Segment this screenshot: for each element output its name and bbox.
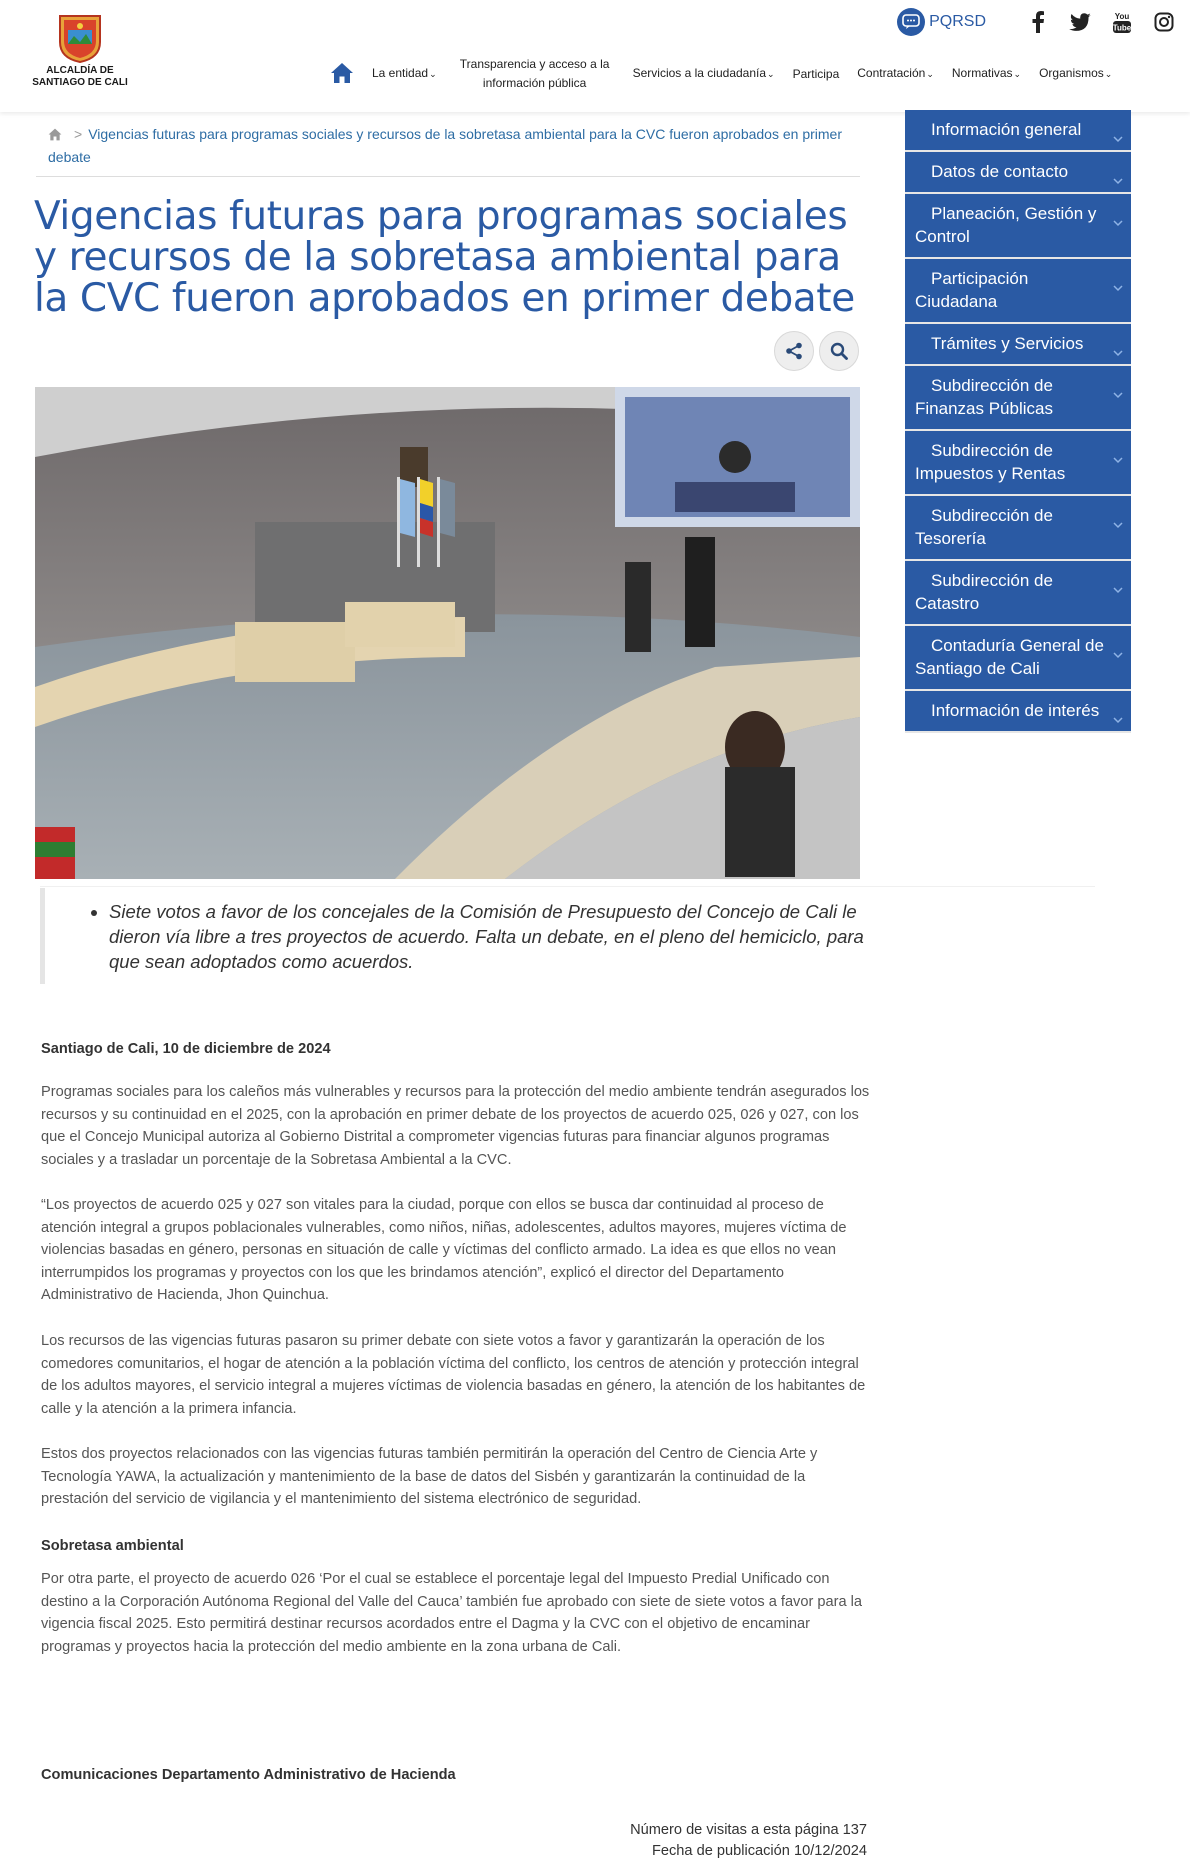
- chevron-down-icon: [1113, 707, 1123, 730]
- sidebar-item-label: Subdirección de Finanzas Públicas: [915, 376, 1053, 418]
- alcaldia-logo[interactable]: [28, 12, 132, 88]
- breadcrumb: [48, 124, 860, 168]
- page-stats: [630, 1820, 867, 1862]
- sidebar-item-label: Subdirección de Catastro: [915, 571, 1053, 613]
- instagram-icon[interactable]: [1152, 10, 1176, 34]
- chevron-down-icon: ⌄: [767, 69, 775, 79]
- chevron-down-icon: [1113, 126, 1123, 149]
- sidebar-item-label: Participación Ciudadana: [915, 269, 1029, 311]
- sidebar-item-finanzas[interactable]: [905, 366, 1131, 431]
- sidebar-item-tramites[interactable]: [905, 324, 1131, 366]
- pqrsd-chat-icon: [897, 8, 925, 36]
- youtube-icon[interactable]: [1110, 10, 1134, 34]
- sidebar-item-label: Subdirección de Tesorería: [915, 506, 1053, 548]
- svg-text:Tube: Tube: [1112, 23, 1132, 33]
- article-subheading: Sobretasa ambiental: [41, 1538, 184, 1554]
- article-paragraph: “Los proyectos de acuerdo 025 y 027 son vitales para la ciudad, porque con ellos se busca dar continuidad al proceso de atención integral a grupos poblacionales vulnerables, como niños, niñas, adolescentes, adultos mayores, mujeres víctima de violencias basadas en género, personas en situación de calle y víctimas del conflicto armado. La idea es que ellos no vean interrumpidos los programas y proyectos con los que les brindamos atención”, explicó el director del Departamento Administrativo de Hacienda, Jhon Quinchua.: [41, 1197, 847, 1304]
- visit-counter: Número de visitas a esta página 137: [630, 1822, 867, 1838]
- chevron-down-icon: ⌄: [429, 69, 437, 79]
- sidebar-item-label: Planeación, Gestión y Control: [915, 204, 1097, 246]
- article-paragraph: Estos dos proyectos relacionados con las vigencias futuras también permitirán la operación del Centro de Ciencia Arte y Tecnología YAWA, la actualización y mantenimiento de la base de datos del Sisbén y garantizarán la continuidad de la prestación del servicio de vigilancia y el mantenimiento del sistema electrónico de seguridad.: [41, 1446, 818, 1508]
- logo-text-line2: SANTIAGO DE CALI: [32, 77, 128, 88]
- article-signature: Comunicaciones Departamento Administrativo de Hacienda: [41, 1767, 456, 1783]
- nav-label: Servicios a la ciudadanía: [632, 66, 767, 80]
- page-title: Vigencias futuras para programas sociales y recursos de la sobretasa ambiental para la CVC fueron aprobados en primer debate: [34, 194, 855, 321]
- svg-text:You: You: [1114, 12, 1130, 21]
- pqrsd-link[interactable]: [897, 8, 986, 36]
- chevron-down-icon: ⌄: [1104, 69, 1113, 79]
- sidebar-menu: [905, 110, 1131, 733]
- breadcrumb-separator: >: [74, 126, 83, 142]
- sidebar-item-participacion[interactable]: [905, 259, 1131, 324]
- chevron-down-icon: [1113, 275, 1123, 298]
- sidebar-item-label: Trámites y Servicios: [931, 334, 1084, 353]
- sidebar-item-label: Información general: [931, 120, 1082, 139]
- twitter-icon[interactable]: [1068, 10, 1092, 34]
- sidebar-item-planeacion[interactable]: [905, 194, 1131, 259]
- article-paragraph: Los recursos de las vigencias futuras pasaron su primer debate con siete votos a favor y garantizarán la operación de los comedores comunitarios, el hogar de atención a la población víctima del conflicto, los centros de atención y protección integral de los adultos mayores, el servicio integral a mujeres víctimas de violencia basadas en género, la atención de los habitantes de calle y la atención a la primera infancia.: [41, 1333, 866, 1417]
- article-lead-quote: [40, 888, 1095, 984]
- sidebar-item-datos-contacto[interactable]: [905, 152, 1131, 194]
- nav-transparencia[interactable]: [455, 55, 615, 93]
- share-button[interactable]: [774, 331, 814, 371]
- breadcrumb-current[interactable]: Vigencias futuras para programas sociales y recursos de la sobretasa ambiental para la CVC fueron aprobados en primer debate: [48, 126, 842, 165]
- chevron-down-icon: [1113, 577, 1123, 600]
- share-icon: [785, 342, 803, 360]
- nav-contratacion[interactable]: [857, 64, 934, 84]
- nav-label: Contratación: [857, 66, 926, 80]
- sidebar-item-contaduria[interactable]: [905, 626, 1131, 691]
- search-icon: [830, 342, 848, 360]
- sidebar-item-informacion-general[interactable]: [905, 110, 1131, 152]
- publication-date: Fecha de publicación 10/12/2024: [651, 1843, 867, 1859]
- nav-label: Transparencia y acceso a la información pública: [459, 57, 610, 90]
- home-icon[interactable]: [330, 62, 356, 86]
- sidebar-item-catastro[interactable]: [905, 561, 1131, 626]
- article-paragraph: Por otra parte, el proyecto de acuerdo 026 ‘Por el cual se establece el porcentaje legal del Impuesto Predial Unificado con destino a la Corporación Autónoma Regional del Valle del Cauca’ también fue aprobado con siete de siete votos a favor para la vigencia fiscal 2025. Esto permitirá destinar recursos acordados entre el Dagma y la CVC con el objetivo de encaminar programas y proyectos hacia la protección del medio ambiente en la zona urbana de Cali.: [41, 1571, 863, 1655]
- coat-of-arms-icon: [56, 12, 104, 64]
- pqrsd-label: PQRSD: [929, 13, 986, 30]
- search-button[interactable]: [819, 331, 859, 371]
- facebook-icon[interactable]: [1026, 10, 1050, 34]
- nav-label: Participa: [792, 66, 840, 81]
- sidebar-item-tesoreria[interactable]: [905, 496, 1131, 561]
- chevron-down-icon: [1113, 168, 1123, 191]
- site-header: [0, 0, 1190, 112]
- nav-la-entidad[interactable]: [372, 64, 437, 84]
- chevron-down-icon: [1113, 512, 1123, 535]
- sidebar-item-informacion-interes[interactable]: [905, 691, 1131, 733]
- chevron-down-icon: ⌄: [1013, 69, 1022, 79]
- logo-text-line1: ALCALDÍA DE: [46, 65, 114, 76]
- sidebar-item-label: Datos de contacto: [931, 162, 1069, 181]
- chevron-down-icon: [1113, 210, 1123, 233]
- divider: [40, 886, 1095, 887]
- chevron-down-icon: ⌄: [926, 69, 934, 79]
- article-lead-text: • Siete votos a favor de los concejales de la Comisión de Presupuesto del Concejo de Cali le dieron vía libre a tres proyectos de acuerdo. Falta un debate, en el pleno del hemiciclo, para que sean adoptados como acuerdos.: [109, 899, 889, 974]
- divider: [36, 176, 860, 177]
- nav-organismos[interactable]: [1039, 64, 1112, 84]
- sidebar-item-label: Contaduría General de Santiago de Cali: [915, 636, 1104, 678]
- chevron-down-icon: [1113, 340, 1123, 363]
- breadcrumb-home-icon[interactable]: [48, 126, 66, 147]
- chevron-down-icon: [1113, 642, 1123, 665]
- sidebar-item-label: Subdirección de Impuestos y Rentas: [915, 441, 1066, 483]
- nav-servicios[interactable]: [633, 64, 775, 84]
- sidebar-item-impuestos[interactable]: [905, 431, 1131, 496]
- article-dateline: Santiago de Cali, 10 de diciembre de 2024: [41, 1041, 331, 1057]
- nav-participa[interactable]: [793, 65, 840, 84]
- nav-label: Normativas: [951, 66, 1013, 80]
- council-chamber-photo: [35, 387, 860, 879]
- main-navigation: [330, 54, 1130, 94]
- nav-label: La entidad: [372, 66, 429, 80]
- chevron-down-icon: [1113, 382, 1123, 405]
- sidebar-item-label: Información de interés: [931, 701, 1100, 720]
- nav-label: Organismos: [1039, 66, 1104, 80]
- nav-normativas[interactable]: [952, 64, 1021, 84]
- article-paragraph: Programas sociales para los caleños más vulnerables y recursos para la protección del medio ambiente tendrán asegurados los recursos y su continuidad en el 2025, con la aprobación en primer debate de los proyectos de acuerdo 025, 026 y 027, con los que el Concejo Municipal autoriza al Gobierno Distrital a comprometer vigencias futuras para financiar algunos programas sociales y a trasladar un porcentaje de la Sobretasa Ambiental a la CVC.: [41, 1084, 870, 1168]
- top-utility-bar: [897, 6, 1176, 38]
- chevron-down-icon: [1113, 447, 1123, 470]
